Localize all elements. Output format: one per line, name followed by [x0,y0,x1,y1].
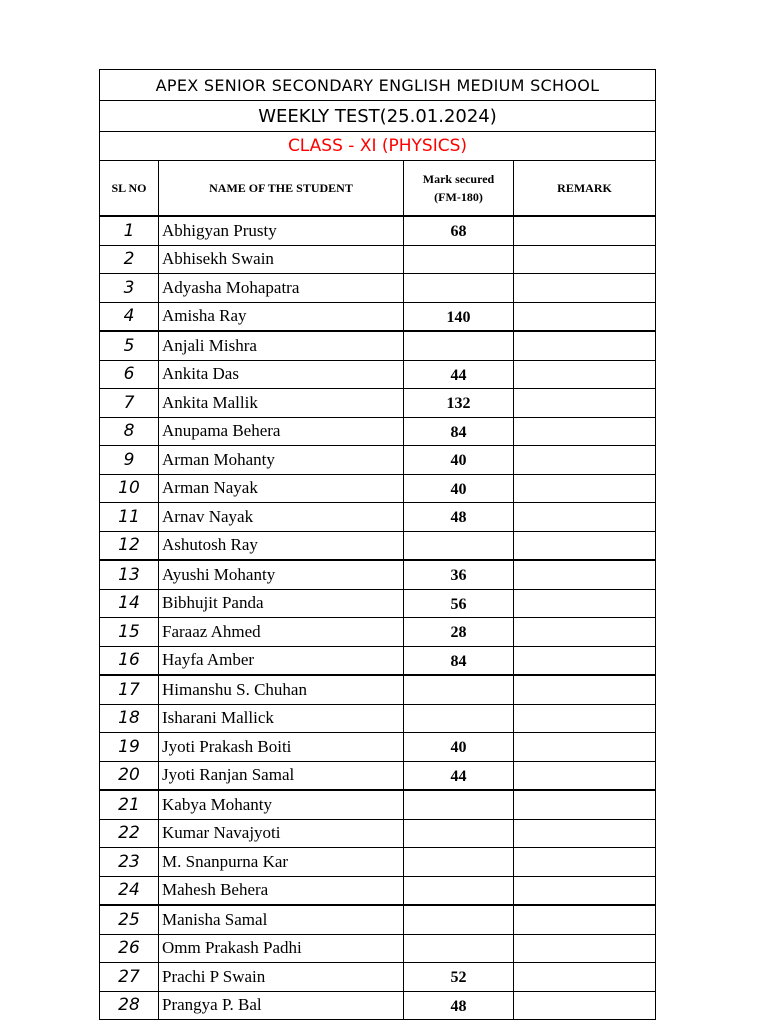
mark-cell [404,790,514,819]
remark-cell [514,905,656,934]
table-row [100,531,656,560]
mark-cell: 52 [404,963,514,992]
sl-no-cell: 6 [100,360,159,389]
remark-cell [514,963,656,992]
mark-cell: 84 [404,646,514,675]
remark-cell [514,531,656,560]
mark-cell: 40 [404,446,514,475]
header-sl-no: SL NO [100,161,159,217]
remark-cell [514,560,656,589]
student-name-cell: Anjali Mishra [159,331,404,360]
student-name-cell: Amisha Ray [159,302,404,331]
remark-cell [514,761,656,790]
table-row [100,934,656,963]
sl-no-cell: 13 [100,560,159,589]
remark-cell [514,934,656,963]
mark-cell: 48 [404,503,514,532]
sl-no-cell: 22 [100,819,159,848]
student-name-cell: Jyoti Prakash Boiti [159,733,404,762]
mark-cell: 44 [404,761,514,790]
student-name-cell: Faraaz Ahmed [159,618,404,647]
table-row [100,589,656,618]
student-name-cell: Hayfa Amber [159,646,404,675]
remark-cell [514,417,656,446]
remark-cell [514,589,656,618]
mark-cell [404,531,514,560]
mark-cell: 40 [404,474,514,503]
mark-cell: 68 [404,216,514,245]
table-row [100,560,656,589]
student-name-cell: Ashutosh Ray [159,531,404,560]
remark-cell [514,331,656,360]
sl-no-cell: 16 [100,646,159,675]
remark-cell [514,848,656,877]
header-name: NAME OF THE STUDENT [159,161,404,217]
remark-cell [514,389,656,418]
sl-no-cell: 10 [100,474,159,503]
table-row [100,704,656,733]
student-name-cell: Kabya Mohanty [159,790,404,819]
remark-cell [514,274,656,303]
table-row [100,245,656,274]
header-row [100,161,656,217]
sl-no-cell: 4 [100,302,159,331]
sl-no-cell: 19 [100,733,159,762]
mark-cell: 40 [404,733,514,762]
mark-cell [404,675,514,704]
remark-cell [514,704,656,733]
student-name-cell: Ankita Das [159,360,404,389]
mark-cell: 132 [404,389,514,418]
student-name-cell: Arman Nayak [159,474,404,503]
mark-cell: 56 [404,589,514,618]
sl-no-cell: 7 [100,389,159,418]
student-name-cell: Prangya P. Bal [159,991,404,1020]
student-name-cell: Bibhujit Panda [159,589,404,618]
class-title: CLASS - XI (PHYSICS) [100,132,656,161]
sl-no-cell: 3 [100,274,159,303]
remark-cell [514,245,656,274]
student-name-cell: Abhigyan Prusty [159,216,404,245]
mark-cell [404,245,514,274]
sl-no-cell: 12 [100,531,159,560]
sl-no-cell: 24 [100,876,159,905]
student-name-cell: Himanshu S. Chuhan [159,675,404,704]
student-name-cell: Manisha Samal [159,905,404,934]
sl-no-cell: 15 [100,618,159,647]
student-name-cell: Omm Prakash Padhi [159,934,404,963]
table-row [100,389,656,418]
student-name-cell: Kumar Navajyoti [159,819,404,848]
table-row [100,646,656,675]
table-row [100,733,656,762]
table-row [100,905,656,934]
mark-cell: 84 [404,417,514,446]
table-row [100,274,656,303]
sl-no-cell: 28 [100,991,159,1020]
student-name-cell: Isharani Mallick [159,704,404,733]
sl-no-cell: 11 [100,503,159,532]
test-title: WEEKLY TEST(25.01.2024) [100,101,656,132]
student-name-cell: Mahesh Behera [159,876,404,905]
table-row [100,675,656,704]
header-remark: REMARK [514,161,656,217]
sl-no-cell: 27 [100,963,159,992]
sl-no-cell: 21 [100,790,159,819]
student-name-cell: Ayushi Mohanty [159,560,404,589]
mark-cell [404,331,514,360]
mark-cell [404,876,514,905]
table-row [100,848,656,877]
sl-no-cell: 1 [100,216,159,245]
sl-no-cell: 25 [100,905,159,934]
school-name: APEX SENIOR SECONDARY ENGLISH MEDIUM SCHOOL [100,70,656,101]
mark-cell [404,819,514,848]
header-mark [404,161,514,217]
remark-cell [514,503,656,532]
table-row [100,761,656,790]
mark-cell [404,848,514,877]
table-row [100,360,656,389]
remark-cell [514,618,656,647]
sl-no-cell: 8 [100,417,159,446]
mark-cell [404,905,514,934]
mark-cell: 48 [404,991,514,1020]
sl-no-cell: 18 [100,704,159,733]
table-row [100,819,656,848]
table-row [100,331,656,360]
student-name-cell: Prachi P Swain [159,963,404,992]
mark-cell [404,274,514,303]
table-row [100,790,656,819]
remark-cell [514,991,656,1020]
sl-no-cell: 26 [100,934,159,963]
table-row [100,446,656,475]
sl-no-cell: 14 [100,589,159,618]
mark-cell: 28 [404,618,514,647]
sl-no-cell: 20 [100,761,159,790]
table-row [100,991,656,1020]
remark-cell [514,360,656,389]
student-name-cell: Arman Mohanty [159,446,404,475]
remark-cell [514,446,656,475]
remark-cell [514,216,656,245]
remark-cell [514,646,656,675]
sl-no-cell: 5 [100,331,159,360]
remark-cell [514,819,656,848]
sl-no-cell: 17 [100,675,159,704]
table-row [100,876,656,905]
marks-sheet [99,69,656,1020]
remark-cell [514,733,656,762]
remark-cell [514,876,656,905]
remark-cell [514,790,656,819]
table-row [100,503,656,532]
student-name-cell: Ankita Mallik [159,389,404,418]
student-name-cell: M. Snanpurna Kar [159,848,404,877]
table-row [100,474,656,503]
remark-cell [514,302,656,331]
table-row [100,963,656,992]
sl-no-cell: 2 [100,245,159,274]
sl-no-cell: 9 [100,446,159,475]
student-name-cell: Abhisekh Swain [159,245,404,274]
mark-cell: 36 [404,560,514,589]
sl-no-cell: 23 [100,848,159,877]
mark-cell: 44 [404,360,514,389]
mark-cell: 140 [404,302,514,331]
mark-cell [404,704,514,733]
student-name-cell: Jyoti Ranjan Samal [159,761,404,790]
table-row [100,302,656,331]
mark-cell [404,934,514,963]
table-row [100,618,656,647]
header-mark-line2: (FM-180) [434,190,483,204]
student-name-cell: Anupama Behera [159,417,404,446]
table-row [100,417,656,446]
header-mark-line1: Mark secured [422,172,495,186]
student-name-cell: Adyasha Mohapatra [159,274,404,303]
table-row [100,216,656,245]
remark-cell [514,474,656,503]
student-name-cell: Arnav Nayak [159,503,404,532]
remark-cell [514,675,656,704]
